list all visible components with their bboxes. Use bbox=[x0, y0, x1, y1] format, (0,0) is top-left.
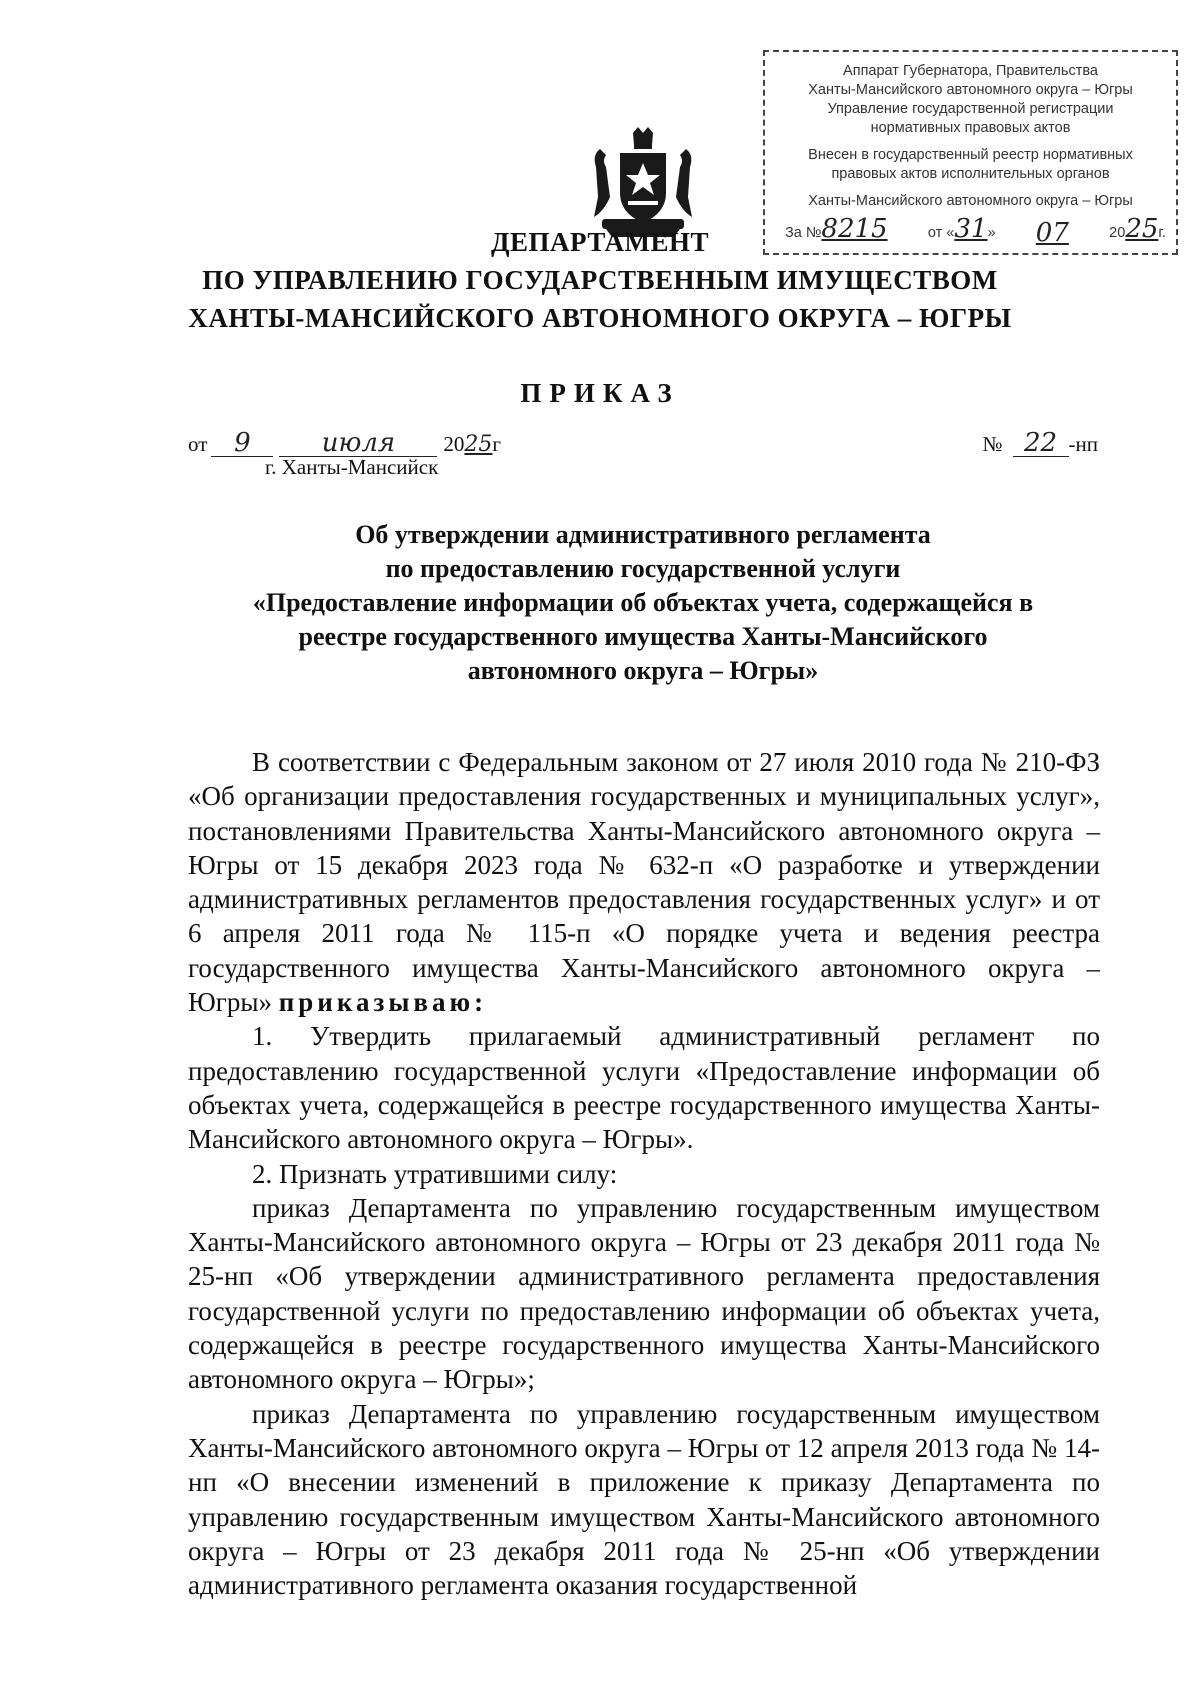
stamp-reg-number: 8215 bbox=[821, 214, 888, 244]
stamp-reg-year-suffix: 25 bbox=[1125, 214, 1159, 244]
date-day: 9 bbox=[234, 428, 251, 458]
stamp-registration-row: За №8215 от «31» 07 2025г. bbox=[785, 214, 1166, 248]
stamp-line: Аппарат Губернатора, Правительства bbox=[843, 63, 1098, 79]
body-paragraph: приказ Департамента по управлению государственным имуществом Ханты-Мансийского автономного округа – Югры от 12 апреля 2013 года № 14-нп «О внесении изменений в приложение к приказу Департамента по управлению государственным имуществом Ханты-Мансийского автономного округа – Югры от 23 декабря 2011 года № 25-нп «Об утверждении административного регламента оказания государственной bbox=[188, 1398, 1100, 1601]
header-line-1: ДЕПАРТАМЕНТ bbox=[490, 227, 710, 257]
document-city: г. Ханты-Мансийск bbox=[265, 455, 439, 479]
title-line: по предоставлению государственной услуги bbox=[385, 554, 901, 583]
stamp-reg-year-end: г. bbox=[1158, 225, 1166, 241]
title-line: Об утверждении административного регламента bbox=[355, 520, 931, 549]
stamp-reg-prefix: За № bbox=[785, 225, 822, 241]
title-line: автономного округа – Югры» bbox=[467, 656, 819, 685]
date-month: июля bbox=[321, 428, 396, 458]
title-line: «Предоставление информации об объектах учета, содержащейся в bbox=[252, 588, 1034, 617]
body-paragraph-text: В соответствии с Федеральным законом от 27 июля 2010 года № 210-ФЗ «Об организации предоставления государственных и муниципальных услуг», постановлениями Правительства Ханты-Мансийского автономного округа – Югры от 15 декабря 2023 года № 632-п «О разработке и утверждении административных регламентов предоставления государственных услуг» и от 6 апреля 2011 года № 115-п «О порядке учета и ведения реестра государственного имущества Ханты-Мансийского автономного округа – Югры» bbox=[188, 747, 1100, 1018]
stamp-reg-year-prefix: 20 bbox=[1109, 225, 1126, 241]
stamp-line: Внесен в государственный реестр нормативных bbox=[808, 147, 1133, 163]
stamp-line: Ханты-Мансийского автономного округа – Югры bbox=[808, 82, 1133, 98]
registration-stamp bbox=[763, 50, 1178, 255]
document-type: ПРИКАЗ bbox=[520, 378, 680, 408]
date-year-prefix: 20 bbox=[443, 432, 465, 456]
document-number bbox=[982, 428, 1098, 457]
stamp-line: правовых актов исполнительных органов bbox=[831, 166, 1110, 182]
coat-of-arms-emblem bbox=[588, 127, 698, 237]
document-title bbox=[188, 518, 1098, 688]
date-year-end: г bbox=[492, 432, 502, 456]
number-prefix: № bbox=[982, 432, 1003, 456]
body-paragraph: 2. Признать утратившими силу: bbox=[252, 1158, 618, 1189]
body-paragraph: 1. Утвердить прилагаемый административный регламент по предоставлению государственной услуги «Предоставление информации об объектах учета, содержащейся в реестре государственного имущества Ханты-Мансийского автономного округа – Югры». bbox=[188, 1021, 1100, 1155]
date-year-suffix: 25 bbox=[464, 432, 493, 457]
stamp-reg-month: 07 bbox=[1035, 218, 1069, 248]
stamp-line: Управление государственной регистрации bbox=[827, 101, 1114, 117]
stamp-reg-day: 31 bbox=[954, 214, 988, 244]
document-body bbox=[188, 745, 1100, 1602]
title-line: реестре государственного имущества Ханты-Мансийского bbox=[298, 622, 988, 651]
body-paragraph: приказ Департамента по управлению государственным имуществом Ханты-Мансийского автономного округа – Югры от 23 декабря 2011 года № 25-нп «Об утверждении административного регламента предоставления государственной услуги по предоставлению информации об объектах учета, содержащейся в реестре государственного имущества Ханты-Мансийского автономного округа – Югры»; bbox=[188, 1192, 1100, 1395]
stamp-line: нормативных правовых актов bbox=[870, 120, 1071, 136]
body-paragraph bbox=[188, 745, 1100, 1019]
header-line-2: ПО УПРАВЛЕНИЮ ГОСУДАРСТВЕННЫМ ИМУЩЕСТВОМ bbox=[202, 265, 998, 295]
stamp-reg-from: от bbox=[927, 225, 943, 241]
date-prefix: от bbox=[188, 432, 208, 456]
number-suffix: -нп bbox=[1068, 432, 1098, 456]
document-date bbox=[188, 428, 501, 457]
body-order-word: приказываю: bbox=[278, 987, 488, 1018]
stamp-line: Ханты-Мансийского автономного округа – Югры bbox=[808, 193, 1133, 209]
header-line-3: ХАНТЫ-МАНСИЙСКОГО АВТОНОМНОГО ОКРУГА – ЮГРЫ bbox=[188, 303, 1012, 333]
number-value: 22 bbox=[1023, 428, 1058, 458]
